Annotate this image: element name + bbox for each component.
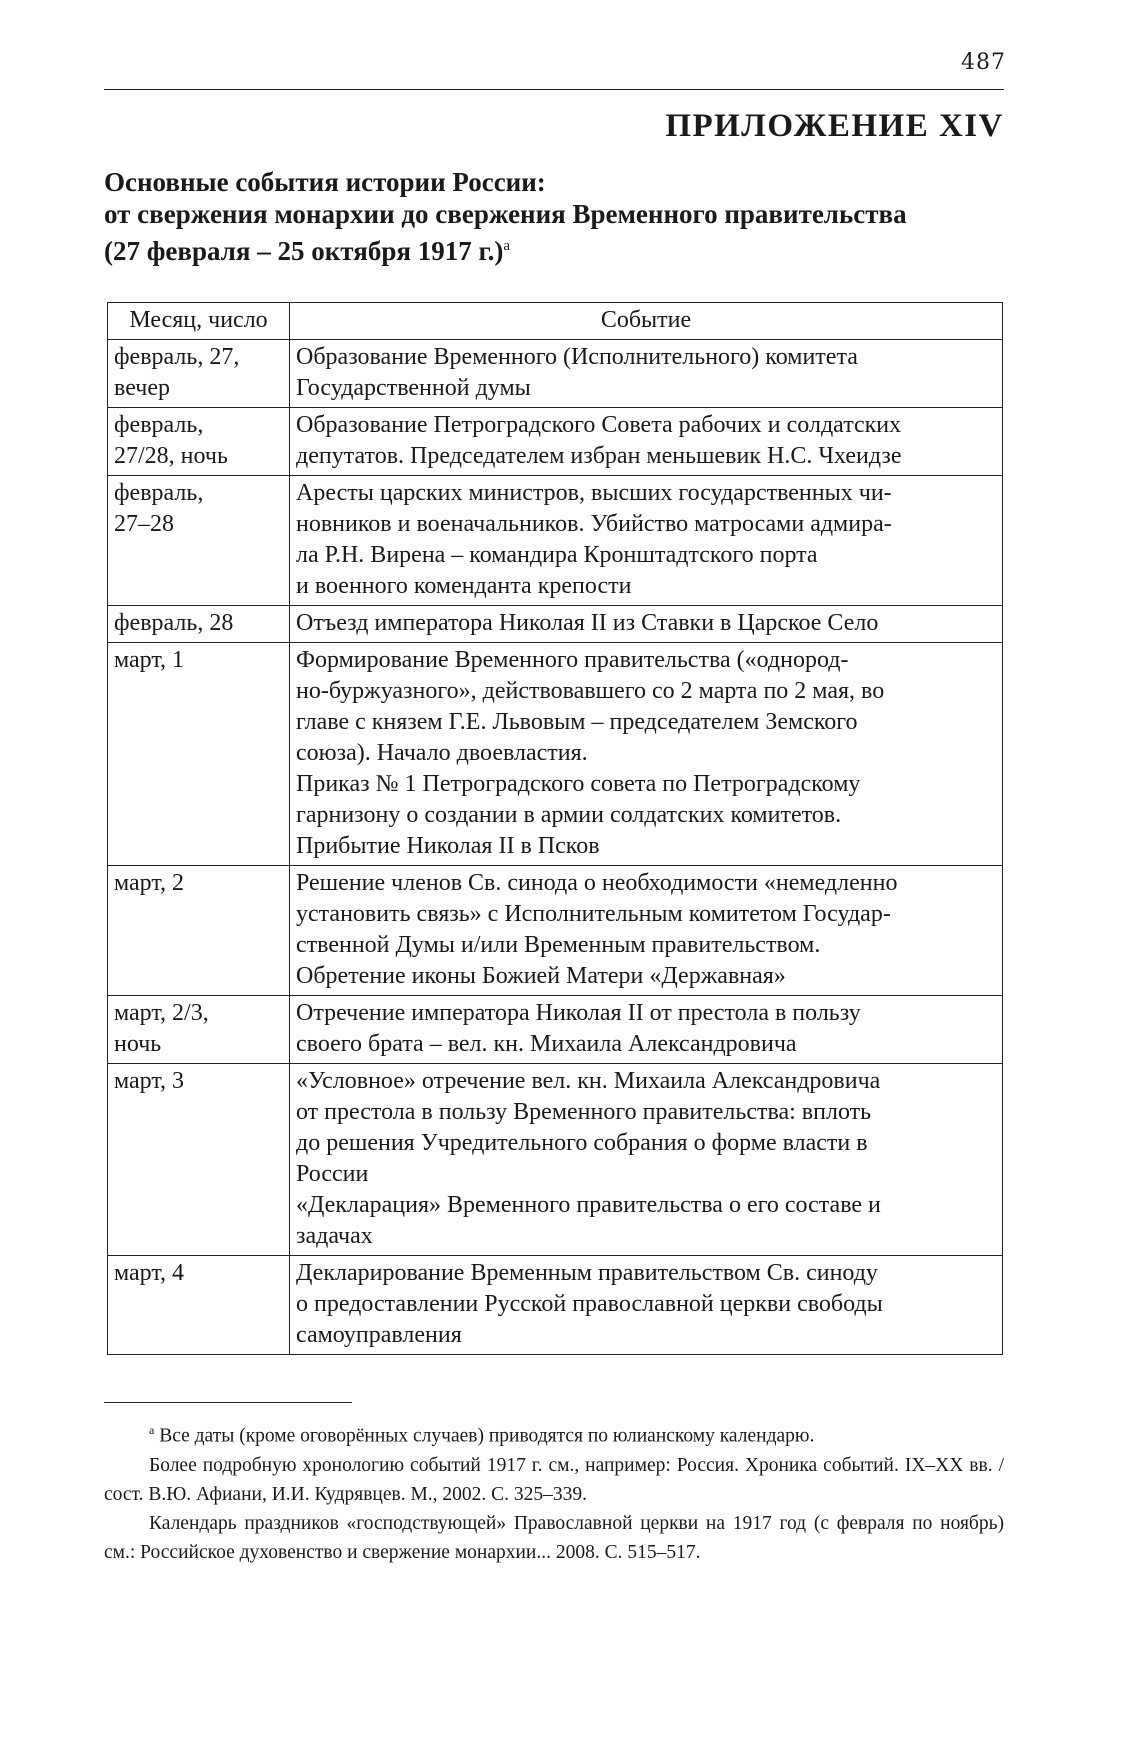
event-line: Обретение иконы Божией Матери «Державная» [296, 963, 786, 989]
table-row [108, 1256, 1003, 1355]
event-line: Декларирование Временным правительством Св. синоду [296, 1260, 878, 1286]
footnote-mark: а [149, 1423, 155, 1437]
event-line: новников и военачальников. Убийство матросами адмира- [296, 511, 892, 537]
event-line: депутатов. Председателем избран меньшевик Н.С. Чхеидзе [296, 443, 902, 469]
heading-line-3-text: (27 февраля – 25 октября 1917 г.) [104, 236, 504, 266]
header-event: Событие [290, 303, 1003, 340]
event-line: о предоставлении Русской православной церкви свободы [296, 1291, 883, 1317]
table-row [108, 643, 1003, 866]
date-cell: февраль, 27–28 [108, 476, 290, 606]
page-number: 487 [961, 50, 1006, 75]
event-line: установить связь» с Исполнительным комитетом Государ- [296, 901, 891, 927]
event-cell [290, 340, 1003, 408]
date-cell: март, 2/3, ночь [108, 996, 290, 1064]
event-line: Государственной думы [296, 375, 531, 401]
date-cell: март, 3 [108, 1064, 290, 1256]
date-cell: февраль, 27, вечер [108, 340, 290, 408]
event-cell [290, 476, 1003, 606]
table-row [108, 996, 1003, 1064]
table-body [108, 340, 1003, 1355]
event-cell [290, 606, 1003, 643]
event-line: Аресты царских министров, высших государственных чи- [296, 480, 892, 506]
event-line: союза). Начало двоевластия. [296, 740, 588, 766]
event-line: ственной Думы и/или Временным правительством. [296, 932, 821, 958]
event-line: гарнизону о создании в армии солдатских комитетов. [296, 802, 842, 828]
table-row [108, 340, 1003, 408]
heading-line-1: Основные события истории России: [104, 167, 546, 197]
event-line: но-буржуазного», действовавшего со 2 марта по 2 мая, во [296, 678, 885, 704]
appendix-title: ПРИЛОЖЕНИЕ XIV [665, 108, 1004, 144]
event-line: Отречение императора Николая II от престола в пользу [296, 1000, 861, 1026]
event-cell [290, 996, 1003, 1064]
date-cell: март, 1 [108, 643, 290, 866]
header-rule [104, 89, 1004, 90]
event-cell [290, 643, 1003, 866]
event-cell [290, 408, 1003, 476]
event-line: своего брата – вел. кн. Михаила Александровича [296, 1031, 797, 1057]
event-line: главе с князем Г.Е. Львовым – председателем Земского [296, 709, 858, 735]
events-table [107, 302, 1003, 1355]
date-cell: март, 2 [108, 866, 290, 996]
section-heading [104, 166, 1004, 267]
table-row [108, 1064, 1003, 1256]
event-line: «Декларация» Временного правительства о его составе и [296, 1192, 881, 1218]
date-cell: февраль, 28 [108, 606, 290, 643]
footnotes [104, 1416, 1004, 1567]
event-cell [290, 866, 1003, 996]
heading-footnote-mark: а [503, 238, 511, 254]
event-line: Формирование Временного правительства («однород- [296, 647, 849, 673]
event-line: Прибытие Николая II в Псков [296, 833, 600, 859]
event-line: самоуправления [296, 1322, 462, 1348]
footnote-rule [104, 1402, 352, 1403]
date-cell: март, 4 [108, 1256, 290, 1355]
table-header-row [108, 303, 1003, 340]
table-row [108, 606, 1003, 643]
event-line: ла Р.Н. Вирена – командира Кронштадтского порта [296, 542, 818, 568]
event-line: Образование Петроградского Совета рабочих и солдатских [296, 412, 902, 438]
footnote-a [104, 1416, 1004, 1451]
event-cell [290, 1064, 1003, 1256]
event-line: до решения Учредительного собрания о форме власти в [296, 1130, 868, 1156]
header-date: Месяц, число [108, 303, 290, 340]
event-line: Приказ № 1 Петроградского совета по Петроградскому [296, 771, 861, 797]
event-line: «Условное» отречение вел. кн. Михаила Александровича [296, 1068, 881, 1094]
event-line: от престола в пользу Временного правительства: вплоть [296, 1099, 872, 1125]
heading-line-3 [104, 230, 1004, 267]
table-row [108, 866, 1003, 996]
footnote-chronology: Более подробную хронологию событий 1917 г. см., например: Россия. Хроника событий. IX–XX вв. / сост. В.Ю. Афиани, И.И. Кудрявцев. М., 2002. С. 325–339. [104, 1454, 1004, 1505]
heading-line-2: от свержения монархии до свержения Временного правительства [104, 199, 907, 229]
event-line: России [296, 1161, 369, 1187]
event-line: Образование Временного (Исполнительного) комитета [296, 344, 858, 370]
table-row [108, 476, 1003, 606]
event-line: Решение членов Св. синода о необходимости «немедленно [296, 870, 898, 896]
event-line: и военного коменданта крепости [296, 573, 632, 599]
table-row [108, 408, 1003, 476]
date-cell: февраль, 27/28, ночь [108, 408, 290, 476]
event-line: задачах [296, 1223, 373, 1249]
footnote-a-text: Все даты (кроме оговорённых случаев) приводятся по юлианскому календарю. [159, 1425, 815, 1447]
footnote-calendar: Календарь праздников «господствующей» Православной церкви на 1917 год (с февраля по ноябрь) см.: Российское духовенство и свержение монархии... 2008. С. 515–517. [104, 1512, 1004, 1563]
event-line: Отъезд императора Николая II из Ставки в Царское Село [296, 610, 879, 636]
event-cell [290, 1256, 1003, 1355]
